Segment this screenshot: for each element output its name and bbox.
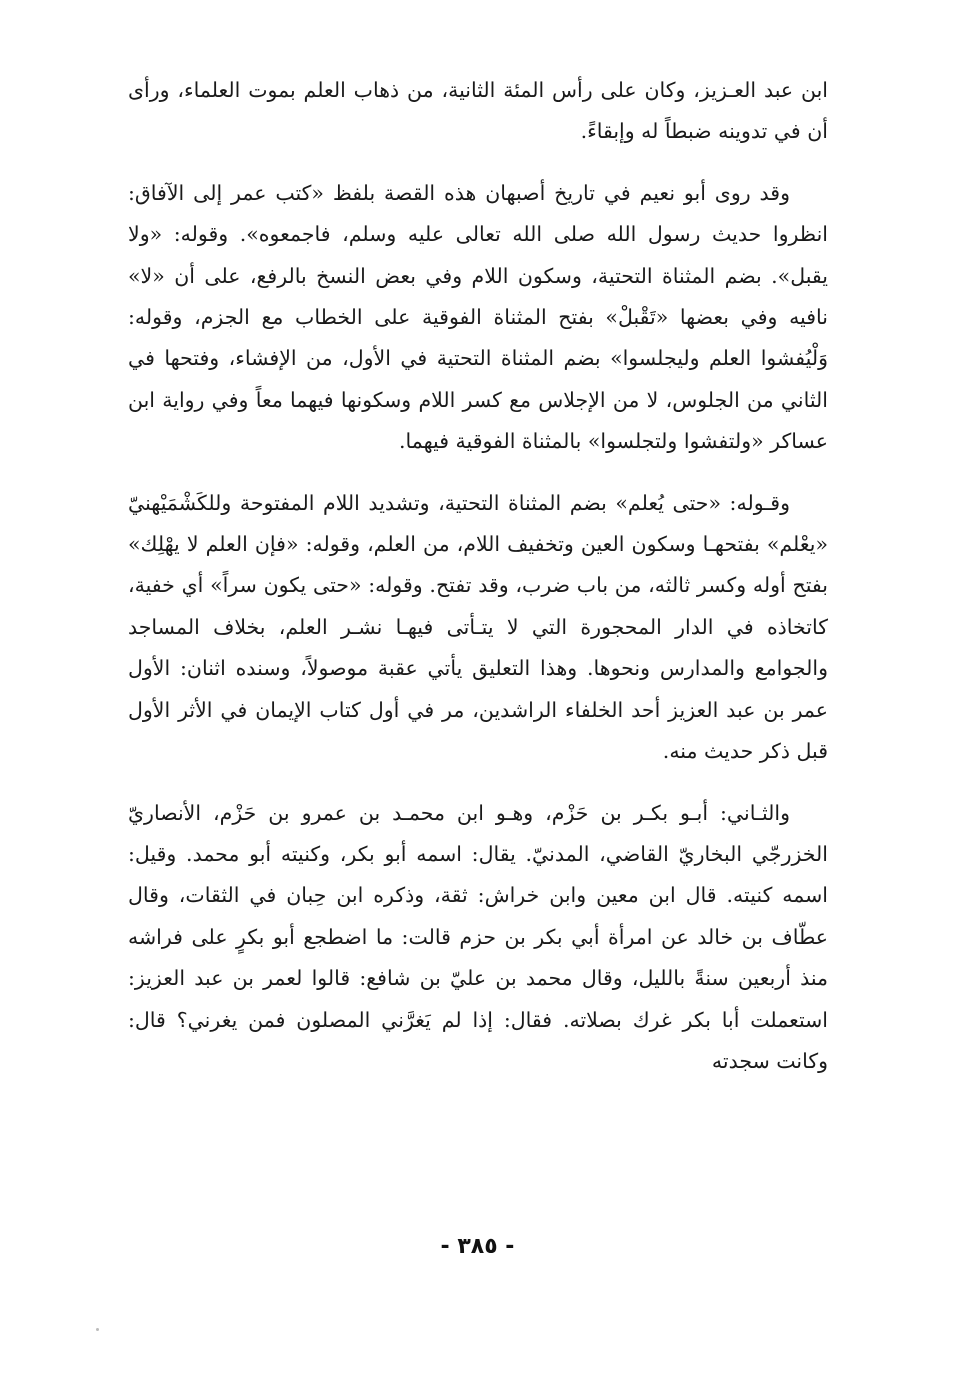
margin-mark	[96, 1328, 99, 1331]
paragraph-1: ابن عبد العـزيز، وكان على رأس المئة الثانية، من ذهاب العلم بموت العلماء، ورأى أن في تدوينه ضبطاً له وإبقاءً.	[128, 78, 828, 144]
paragraph-3: وقـوله: «حتى يُعلم» بضم المثناة التحتية، وتشديد اللام المفتوحة وللكَشْمَيْهنيّ «يعْلم» بفتحهـا وسكون العين وتخفيف اللام، من العلم، وقوله: «فإن العلم لا يهْلِك» بفتح أوله وكسر ثالثه، من باب ضرب، وقد تفتح. وقوله: «حتى يكون سراً» أي خفية، كاتخاذه في الدار المحجورة التي لا يتـأتى فيهـا نشـر العلم، بخلاف المساجد والجوامع والمدارس ونحوها. وهذا التعليق يأتي عقبة موصولاً، وسنده اثنان: الأول عمر بن عبد العزيز أحد الخلفاء الراشدين، مر في أول كتاب الإيمان في الأثر الأول قبل ذكر حديث منه.	[128, 490, 828, 764]
paragraph-4: والثـاني: أبـو بكـر بن حَزْم، وهـو ابن محمـد بن عمرو بن حَزْم، الأنصاريّ الخزرجّي البخاريّ القاضي، المدنيّ. يقال: اسمه أبو بكر، وكنيته أبو محمد. وقيل: اسمه كنيته. قال ابن معين وابن خراش: ثقة، وذكره ابن حِبان في الثقات، وقال عطّاف بن خالد عن امرأة أبي بكر بن حزم قالت: ما اضطجع أبو بكرٍ على فراشه منذ أربعين سنةً بالليل، وقال محمد بن عليّ بن شافع: قالوا لعمر بن عبد العزيز: استعملت أبا بكر غرك بصلاته. فقال: إذا لم يَغرَّني المصلون فمن يغرني؟ قال: وكانت سجدته	[128, 800, 828, 1073]
page-number: - ٣٨٥ -	[440, 1234, 515, 1259]
paragraph-2: وقد روى أبو نعيم في تاريخ أصبهان هذه القصة بلفظ «كتب عمر إلى الآفاق: انظروا حديث رسول الله صلى الله تعالى عليه وسلم، فاجمعوه». وقوله: «ولا يقبل». بضم المثناة التحتية، وسكون اللام وفي بعض النسخ بالرفع، على أن «لا» نافيه وفي بعضها «تَقْبلْ» بفتح المثناة الفوقية على الخطاب مع الجزم، وقوله: وَلْيُفشوا العلم وليجلسوا» بضم المثناة التحتية في الأول، من الإفشاء، وفتحها في الثاني من الجلوس، لا من الإجلاس مع كسر اللام وسكونها فيهما معاً وفي رواية ابن عساكر «ولتفشوا ولتجلسوا» بالمثناة الفوقية فيهما.	[128, 180, 828, 454]
page-body	[128, 70, 828, 1082]
